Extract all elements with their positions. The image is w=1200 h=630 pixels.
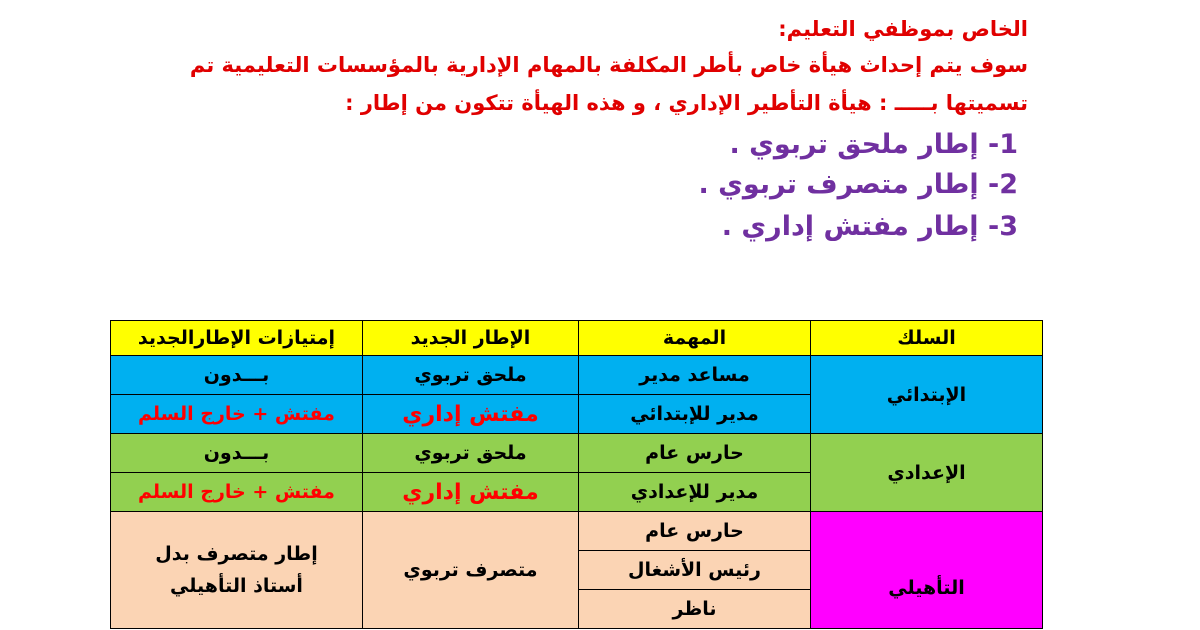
frame-cell: متصرف تربوي [363, 512, 579, 629]
list-item-2 [699, 168, 1019, 202]
header-cell-task: المهمة [579, 321, 811, 356]
task-cell: رئيس الأشغال [579, 551, 811, 590]
header-cell-stage: السلك [811, 321, 1043, 356]
task-cell: ناظر [579, 590, 811, 629]
task-cell: مدير للإعدادي [579, 473, 811, 512]
list-item-text: إطار متصرف تربوي . [698, 169, 979, 200]
frame-cell: ملحق تربوي [363, 434, 579, 473]
paragraph-line-3: تسميتها بـــــ : هيأة التأطير الإداري ، و هذه الهيأة تتكون من إطار : [345, 91, 1028, 115]
privileges-cell: بـــدون [111, 434, 363, 473]
privileges-cell: مفتش + خارج السلم [111, 395, 363, 434]
task-cell: حارس عام [579, 434, 811, 473]
header-cell-privileges: إمتيازات الإطارالجديد [111, 321, 363, 356]
privileges-line: إطار متصرف بدل [155, 543, 318, 565]
list-item-number: 2- [987, 169, 1018, 200]
list-item-1 [729, 128, 1018, 162]
task-cell: مدير للإبتدائي [579, 395, 811, 434]
privileges-cell [111, 512, 363, 629]
table-row [111, 512, 1043, 551]
list-item-text: إطار مفتش إداري . [721, 211, 979, 242]
frame-cell: ملحق تربوي [363, 356, 579, 395]
list-item-3 [722, 210, 1018, 244]
list-item-number: 3- [987, 211, 1018, 242]
cadres-table [110, 320, 1043, 629]
header-cell-new-frame: الإطار الجديد [363, 321, 579, 356]
table-header-row [111, 321, 1043, 356]
stage-cell-primary: الإبتدائي [811, 356, 1043, 434]
list-item-number: 1- [987, 129, 1018, 160]
table-row [111, 356, 1043, 395]
stage-cell-middle: الإعدادي [811, 434, 1043, 512]
task-cell: حارس عام [579, 512, 811, 551]
paragraph-line-2: سوف يتم إحداث هيأة خاص بأطر المكلفة بالمهام الإدارية بالمؤسسات التعليمية تم [189, 53, 1028, 77]
privileges-cell: بـــدون [111, 356, 363, 395]
privileges-line: أستاذ التأهيلي [170, 575, 303, 597]
stage-cell-secondary: التأهيلي [811, 512, 1043, 629]
table-row [111, 434, 1043, 473]
task-cell: مساعد مدير [579, 356, 811, 395]
paragraph-line-1: الخاص بموظفي التعليم: [778, 17, 1028, 41]
frame-cell: مفتش إداري [363, 395, 579, 434]
list-item-text: إطار ملحق تربوي . [729, 129, 979, 160]
privileges-cell: مفتش + خارج السلم [111, 473, 363, 512]
frame-cell: مفتش إداري [363, 473, 579, 512]
